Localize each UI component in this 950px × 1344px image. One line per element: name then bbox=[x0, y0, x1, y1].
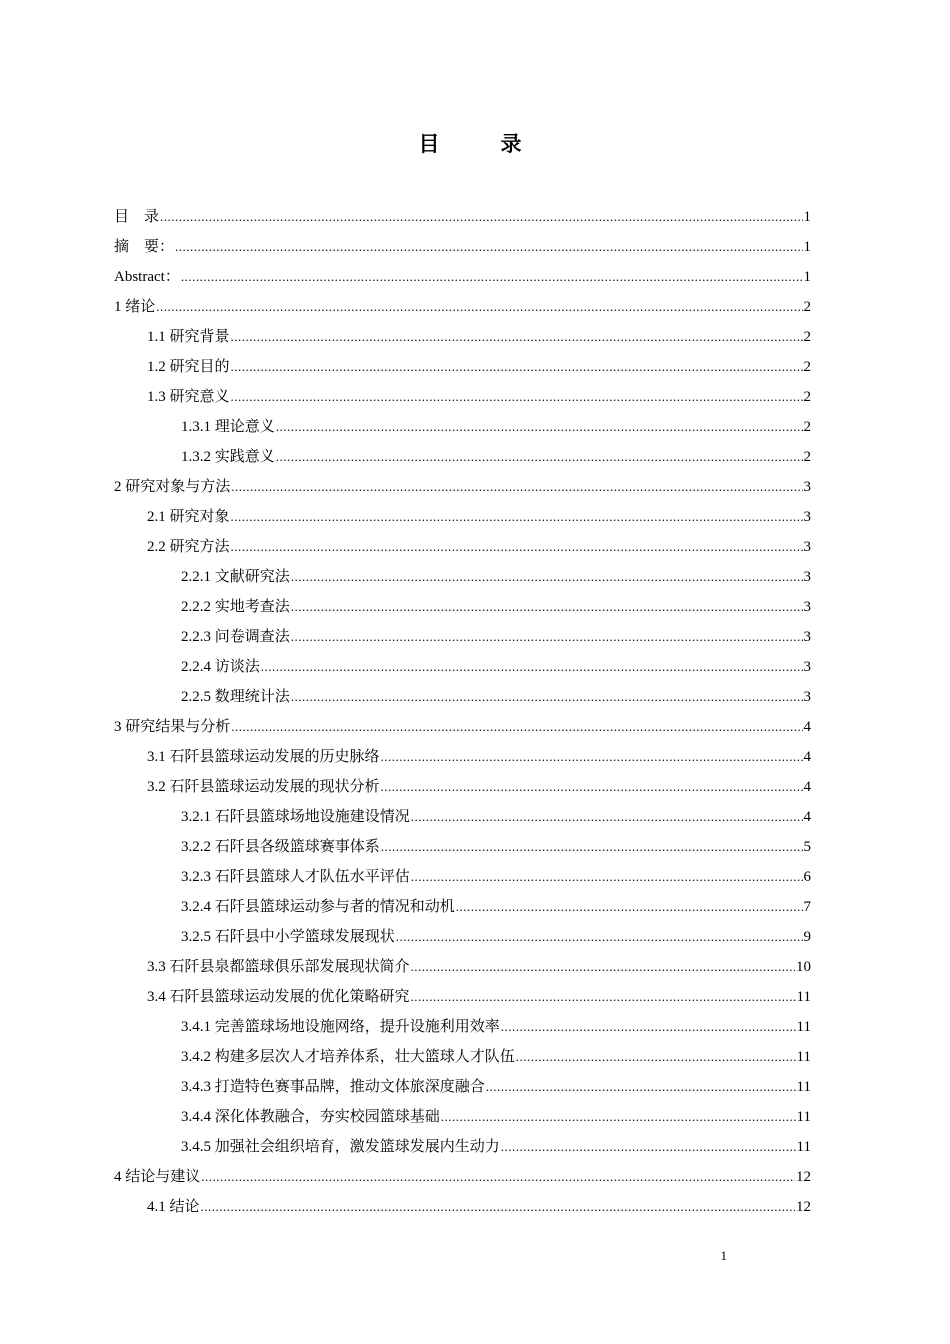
toc-entry[interactable] bbox=[114, 622, 811, 652]
toc-entry-text: 1 绪论 bbox=[114, 299, 156, 315]
toc-entry[interactable] bbox=[114, 1132, 811, 1162]
toc-entry-page: 3 bbox=[803, 659, 811, 675]
toc-leader-dots bbox=[486, 1072, 796, 1102]
toc-entry[interactable] bbox=[114, 262, 811, 292]
toc-leader-dots bbox=[411, 862, 803, 892]
toc-entry[interactable] bbox=[114, 382, 811, 412]
toc-entry[interactable] bbox=[114, 952, 811, 982]
toc-leader-dots bbox=[456, 892, 803, 922]
toc-leader-dots bbox=[231, 472, 802, 502]
toc-entry[interactable] bbox=[114, 322, 811, 352]
toc-entry-page: 6 bbox=[803, 869, 811, 885]
toc-leader-dots bbox=[291, 562, 803, 592]
toc-entry-text: 3.4.4 深化体教融合，夯实校园篮球基础 bbox=[181, 1109, 440, 1125]
toc-entry[interactable] bbox=[114, 202, 811, 232]
toc-leader-dots bbox=[381, 832, 803, 862]
toc-entry[interactable] bbox=[114, 922, 811, 952]
toc-entry-text: 3.4.2 构建多层次人才培养体系，壮大篮球人才队伍 bbox=[181, 1049, 515, 1065]
toc-leader-dots bbox=[201, 1162, 795, 1192]
toc-leader-dots bbox=[231, 502, 803, 532]
toc-leader-dots bbox=[291, 622, 803, 652]
toc-entry[interactable] bbox=[114, 772, 811, 802]
toc-entry[interactable] bbox=[114, 1162, 811, 1192]
toc-entry[interactable] bbox=[114, 352, 811, 382]
toc-leader-dots bbox=[175, 232, 802, 262]
toc-leader-dots bbox=[381, 742, 803, 772]
toc-entry-text: 3.4.1 完善篮球场地设施网络，提升设施利用效率 bbox=[181, 1019, 500, 1035]
toc-entry-page: 11 bbox=[796, 1139, 811, 1155]
toc-entry-page: 9 bbox=[803, 929, 811, 945]
toc-entry-text: 3.2.5 石阡县中小学篮球发展现状 bbox=[181, 929, 395, 945]
toc-entry-text: 3.2.4 石阡县篮球运动参与者的情况和动机 bbox=[181, 899, 455, 915]
toc-entry[interactable] bbox=[114, 592, 811, 622]
toc-entry-page: 11 bbox=[796, 1019, 811, 1035]
toc-entry[interactable] bbox=[114, 802, 811, 832]
toc-entry-text: 3 研究结果与分析 bbox=[114, 719, 231, 735]
toc-leader-dots bbox=[261, 652, 803, 682]
toc-entry[interactable] bbox=[114, 412, 811, 442]
toc-entry[interactable] bbox=[114, 1012, 811, 1042]
toc-entry[interactable] bbox=[114, 742, 811, 772]
toc-leader-dots bbox=[411, 802, 803, 832]
toc-entry-page: 4 bbox=[803, 749, 811, 765]
toc-entry-text: 3.2.2 石阡县各级篮球赛事体系 bbox=[181, 839, 380, 855]
toc-entry[interactable] bbox=[114, 1102, 811, 1132]
toc-entry-page: 4 bbox=[803, 809, 811, 825]
toc-entry[interactable] bbox=[114, 712, 811, 742]
toc-entry-page: 5 bbox=[803, 839, 811, 855]
toc-entry[interactable] bbox=[114, 682, 811, 712]
toc-entry[interactable] bbox=[114, 1072, 811, 1102]
toc-entry-text: 2.2.5 数理统计法 bbox=[181, 689, 290, 705]
toc-entry-page: 3 bbox=[803, 479, 811, 495]
toc-entry[interactable] bbox=[114, 1042, 811, 1072]
toc-entry-page: 2 bbox=[803, 419, 811, 435]
toc-entry-text: 1.2 研究目的 bbox=[147, 359, 230, 375]
toc-entry-page: 2 bbox=[803, 329, 811, 345]
toc-entry-text: 2.1 研究对象 bbox=[147, 509, 230, 525]
toc-entry-page: 4 bbox=[803, 719, 811, 735]
toc-entry-page: 3 bbox=[803, 509, 811, 525]
toc-entry-text: 2.2.2 实地考查法 bbox=[181, 599, 290, 615]
toc-list bbox=[114, 202, 811, 1222]
toc-leader-dots bbox=[156, 292, 802, 322]
toc-entry[interactable] bbox=[114, 832, 811, 862]
toc-leader-dots bbox=[291, 592, 803, 622]
toc-leader-dots bbox=[276, 442, 803, 472]
toc-entry-text: 3.4.3 打造特色赛事品牌，推动文体旅深度融合 bbox=[181, 1079, 485, 1095]
toc-entry[interactable] bbox=[114, 232, 811, 262]
toc-leader-dots bbox=[501, 1012, 796, 1042]
toc-entry-page: 11 bbox=[796, 1049, 811, 1065]
toc-entry-page: 1 bbox=[803, 239, 811, 255]
toc-entry-text: 2.2.3 问卷调查法 bbox=[181, 629, 290, 645]
toc-entry-page: 1 bbox=[803, 209, 811, 225]
toc-entry-text: 4 结论与建议 bbox=[114, 1169, 201, 1185]
toc-leader-dots bbox=[396, 922, 803, 952]
toc-leader-dots bbox=[381, 772, 803, 802]
toc-entry-page: 11 bbox=[796, 1079, 811, 1095]
toc-leader-dots bbox=[411, 952, 795, 982]
toc-leader-dots bbox=[181, 262, 803, 292]
toc-entry-text: 1.3.2 实践意义 bbox=[181, 449, 275, 465]
toc-entry-page: 7 bbox=[803, 899, 811, 915]
toc-entry-page: 12 bbox=[796, 1199, 811, 1215]
toc-entry-text: 2.2.4 访谈法 bbox=[181, 659, 260, 675]
toc-entry-text: 目 录 bbox=[114, 209, 160, 225]
toc-title: 目 录 bbox=[418, 132, 542, 156]
toc-entry-page: 1 bbox=[803, 269, 811, 285]
page-number: 1 bbox=[720, 1248, 727, 1263]
toc-entry-text: 2.2.1 文献研究法 bbox=[181, 569, 290, 585]
toc-leader-dots bbox=[231, 352, 803, 382]
toc-leader-dots bbox=[231, 322, 803, 352]
toc-leader-dots bbox=[291, 682, 803, 712]
toc-entry[interactable] bbox=[114, 292, 811, 322]
toc-entry-page: 4 bbox=[803, 779, 811, 795]
toc-entry-text: 4.1 结论 bbox=[147, 1199, 200, 1215]
toc-entry-text: 1.3.1 理论意义 bbox=[181, 419, 275, 435]
toc-leader-dots bbox=[516, 1042, 796, 1072]
toc-entry-text: 3.2 石阡县篮球运动发展的现状分析 bbox=[147, 779, 380, 795]
toc-entry[interactable] bbox=[114, 532, 811, 562]
toc-entry[interactable] bbox=[114, 862, 811, 892]
toc-entry[interactable] bbox=[114, 652, 811, 682]
toc-entry[interactable] bbox=[114, 502, 811, 532]
toc-entry[interactable] bbox=[114, 982, 811, 1012]
toc-entry[interactable] bbox=[114, 562, 811, 592]
toc-entry-page: 12 bbox=[796, 1169, 811, 1185]
toc-entry-text: 3.4.5 加强社会组织培育，激发篮球发展内生动力 bbox=[181, 1139, 500, 1155]
toc-entry-text: 3.3 石阡县泉都篮球俱乐部发展现状简介 bbox=[147, 959, 410, 975]
toc-leader-dots bbox=[501, 1132, 796, 1162]
toc-entry-text: 3.2.3 石阡县篮球人才队伍水平评估 bbox=[181, 869, 410, 885]
toc-entry[interactable] bbox=[114, 892, 811, 922]
toc-entry[interactable] bbox=[114, 1192, 811, 1222]
toc-entry-page: 3 bbox=[803, 539, 811, 555]
toc-leader-dots bbox=[160, 202, 802, 232]
toc-entry-page: 11 bbox=[796, 989, 811, 1005]
toc-leader-dots bbox=[441, 1102, 796, 1132]
toc-entry-page: 10 bbox=[796, 959, 811, 975]
toc-entry-page: 2 bbox=[803, 389, 811, 405]
toc-entry-page: 2 bbox=[803, 299, 811, 315]
toc-entry-page: 2 bbox=[803, 449, 811, 465]
toc-entry-text: 2.2 研究方法 bbox=[147, 539, 230, 555]
toc-entry-page: 3 bbox=[803, 629, 811, 645]
toc-leader-dots bbox=[231, 382, 803, 412]
toc-entry[interactable] bbox=[114, 442, 811, 472]
toc-entry-text: 1.3 研究意义 bbox=[147, 389, 230, 405]
toc-entry-text: 1.1 研究背景 bbox=[147, 329, 230, 345]
toc-entry-page: 3 bbox=[803, 689, 811, 705]
toc-entry-text: 3.4 石阡县篮球运动发展的优化策略研究 bbox=[147, 989, 410, 1005]
toc-entry-text: 3.1 石阡县篮球运动发展的历史脉络 bbox=[147, 749, 380, 765]
toc-entry-text: 3.2.1 石阡县篮球场地设施建设情况 bbox=[181, 809, 410, 825]
toc-entry-page: 3 bbox=[803, 599, 811, 615]
toc-entry-page: 2 bbox=[803, 359, 811, 375]
toc-entry-page: 11 bbox=[796, 1109, 811, 1125]
toc-entry[interactable] bbox=[114, 472, 811, 502]
toc-leader-dots bbox=[276, 412, 803, 442]
toc-entry-page: 3 bbox=[803, 569, 811, 585]
toc-leader-dots bbox=[231, 532, 803, 562]
toc-leader-dots bbox=[201, 1192, 795, 1222]
toc-leader-dots bbox=[411, 982, 796, 1012]
toc-entry-text: 摘 要： bbox=[114, 239, 175, 255]
toc-entry-text: Abstract： bbox=[114, 269, 180, 285]
toc-entry-text: 2 研究对象与方法 bbox=[114, 479, 231, 495]
toc-leader-dots bbox=[231, 712, 802, 742]
